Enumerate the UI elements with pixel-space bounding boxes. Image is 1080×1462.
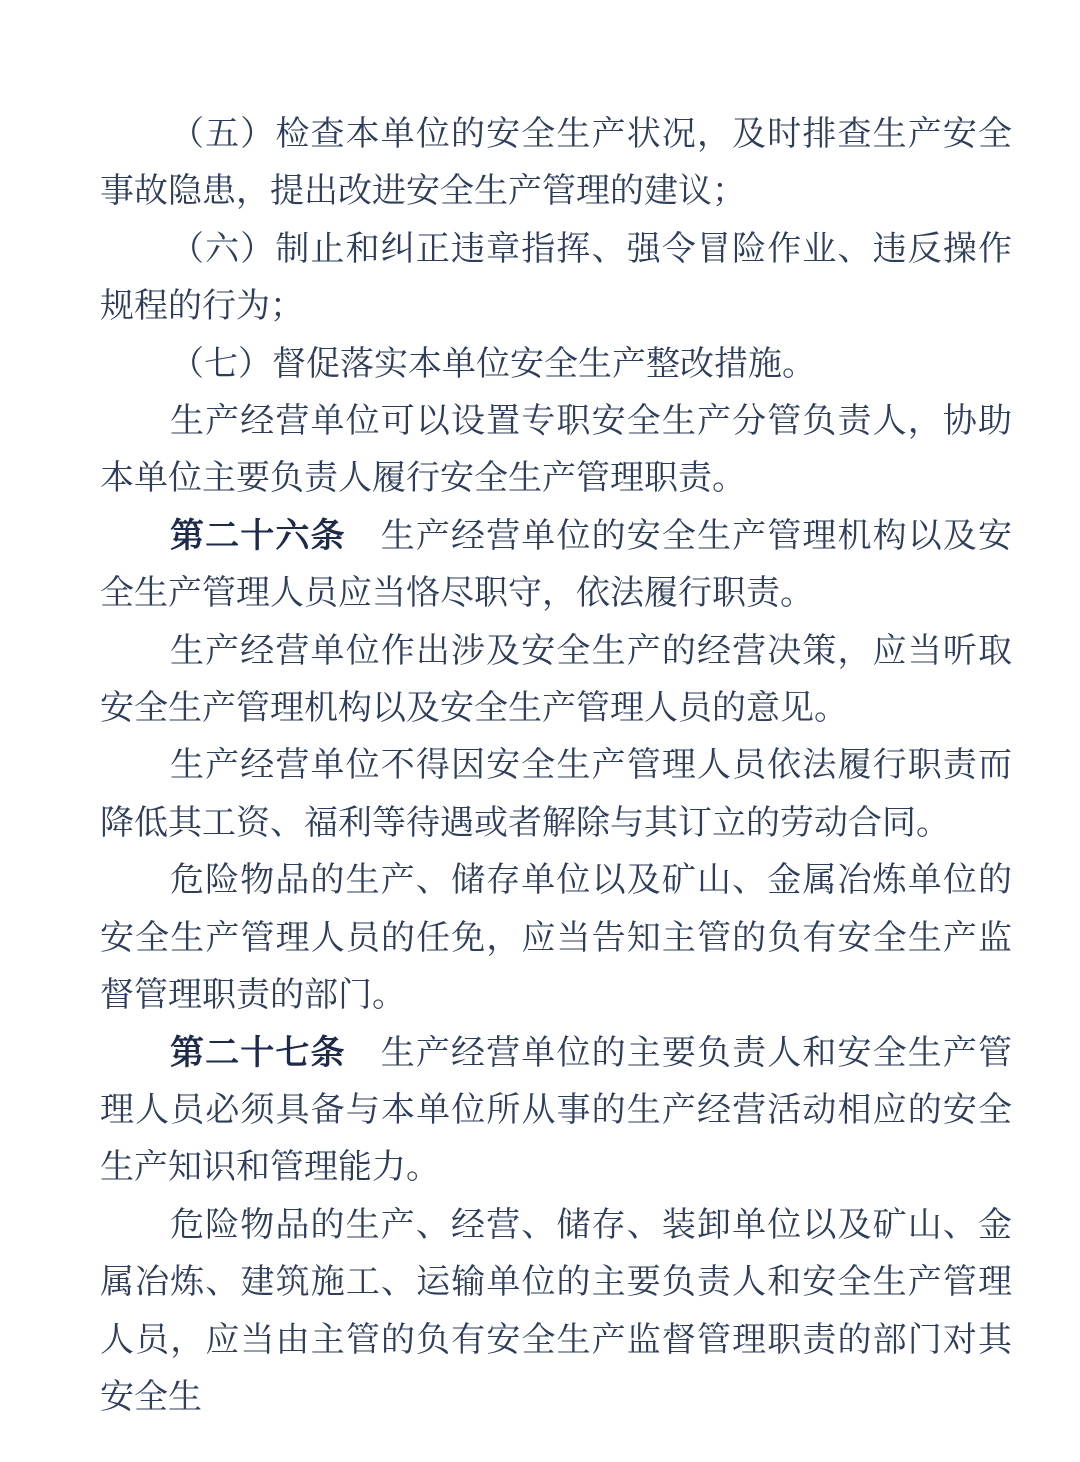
- paragraph-deputy-head: [100, 393, 1012, 508]
- paragraph-text: 生产经营单位作出涉及安全生产的经营决策，应当听取安全生产管理机构以及安全生产管理人员的意见。: [100, 632, 1012, 728]
- paragraph-item-7: [100, 336, 1012, 393]
- paragraph-text: 生产经营单位不得因安全生产管理人员依法履行职责而降低其工资、福利等待遇或者解除与其订立的劳动合同。: [100, 747, 1012, 842]
- paragraph-article-26: [100, 508, 1012, 623]
- paragraph-article-26-clause-3: [100, 737, 1012, 852]
- article-number-26: 第二十六条: [170, 516, 346, 555]
- paragraph-article-26-clause-4: [100, 852, 1012, 1024]
- paragraph-text: 危险物品的生产、经营、储存、装卸单位以及矿山、金属冶炼、建筑施工、运输单位的主要负责人和安全生产管理人员，应当由主管的负有安全生产监督管理职责的部门对其安全生: [100, 1206, 1012, 1416]
- paragraph-item-5: [100, 106, 1012, 221]
- paragraph-text: 生产经营单位的主要负责人和安全生产管理人员必须具备与本单位所从事的生产经营活动相应的安全生产知识和管理能力。: [100, 1034, 1013, 1187]
- paragraph-item-6: [100, 221, 1012, 336]
- paragraph-text: （六）制止和纠正违章指挥、强令冒险作业、违反操作规程的行为；: [100, 230, 1012, 326]
- paragraph-text: （七）督促落实本单位安全生产整改措施。: [170, 345, 816, 383]
- paragraph-article-27: [100, 1025, 1012, 1197]
- paragraph-text: 危险物品的生产、储存单位以及矿山、金属冶炼单位的安全生产管理人员的任免，应当告知主管的负有安全生产监督管理职责的部门。: [100, 862, 1012, 1015]
- paragraph-text: 生产经营单位的安全生产管理机构以及安全生产管理人员应当恪尽职守，依法履行职责。: [100, 517, 1013, 613]
- paragraph-article-27-clause-2: [100, 1197, 1012, 1427]
- paragraph-text: 生产经营单位可以设置专职安全生产分管负责人，协助本单位主要负责人履行安全生产管理职责。: [100, 403, 1012, 498]
- paragraph-text: （五）检查本单位的安全生产状况，及时排查生产安全事故隐患，提出改进安全生产管理的建议；: [100, 116, 1012, 211]
- article-number-27: 第二十七条: [170, 1033, 346, 1072]
- paragraph-article-26-clause-2: [100, 623, 1012, 738]
